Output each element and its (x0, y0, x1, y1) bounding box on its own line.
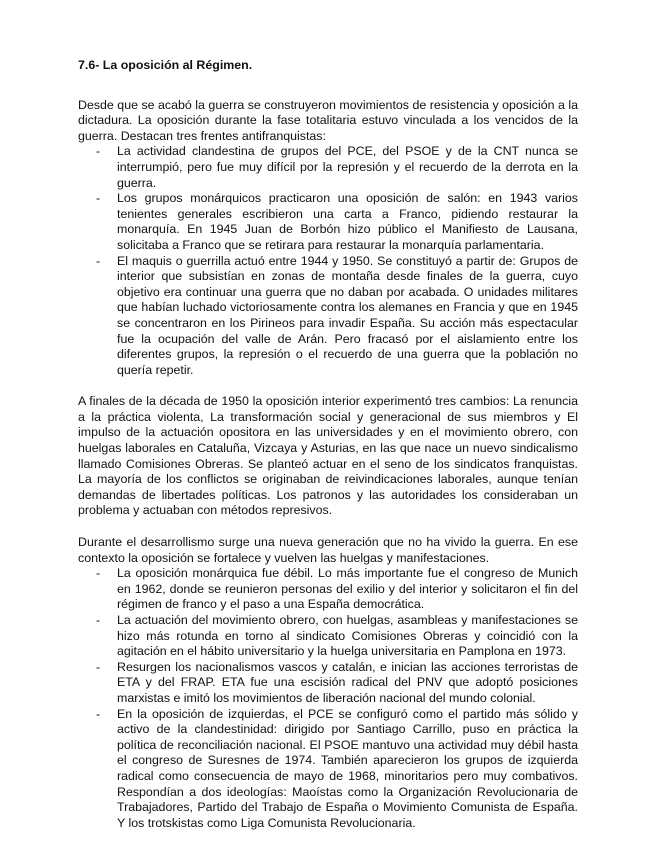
list-item-text: La actividad clandestina de grupos del PCE, del PSOE y de la CNT nunca se interrumpió, pero fue muy difícil por la represión y el recuerdo de la derrota en la guerra. (117, 144, 578, 190)
intro-paragraph: Desde que se acabó la guerra se construyeron movimientos de resistencia y oposición a la dictadura. La oposición durante la fase totalitaria estuvo vinculada a los vencidos de la guerra. Destacan tres frentes antifranquistas: (78, 97, 578, 143)
list-item (78, 613, 578, 660)
section-title: 7.6- La oposición al Régimen. (78, 58, 253, 72)
bullet-dash: - (96, 253, 101, 268)
bullet-dash: - (96, 706, 101, 721)
list-item-text: En la oposición de izquierdas, el PCE se configuró como el partido más sólido y activo de la clandestinidad: dirigido por Santiago Carrillo, puso en práctica la política de reconciliación nacional. El PSOE mantuvo una actividad muy débil hasta el congreso de Suresnes de 1974. También aparecieron los grupos de izquierda radical como consecuencia de mayo de 1968, minoritarios pero muy combativos. Respondían a dos ideologías: Maoístas como la Organización Revolucionaria de Trabajadores, Partido del Trabajo de España o Movimiento Comunista de España. Y los trotskistas como Liga Comunista Revolucionaria. (117, 706, 578, 830)
bullet-dash: - (96, 144, 101, 159)
bullet-dash: - (96, 613, 101, 627)
desarrollismo-section (78, 535, 578, 831)
list-item-text: La actuación del movimiento obrero, con huelgas, asambleas y manifestaciones se hizo más rotunda en torno al sindicato Comisiones Obreras y coincidió con la agitación en el hábito universitario y la huelga universitaria en Pamplona en 1973. (117, 613, 578, 659)
list-item (78, 191, 578, 253)
list-item-text: Resurgen los nacionalismos vascos y catalán, e inician las acciones terroristas de ETA y del FRAP. ETA fue una escisión radical del PNV que adoptó posiciones marxistas e imitó los movimientos de liberación nacional del mundo colonial. (117, 659, 578, 705)
fronts-list (78, 144, 578, 378)
bullet-dash: - (96, 659, 101, 674)
changes-1950-section (78, 394, 578, 519)
bullet-dash: - (96, 566, 101, 581)
list-item (78, 254, 578, 379)
list-item (78, 660, 578, 707)
list-item-text: La oposición monárquica fue débil. Lo más importante fue el congreso de Munich en 1962, donde se reunieron personas del exilio y del interior y solicitaron el fin del régimen de franco y el paso a una España democrática. (117, 566, 578, 612)
list-item-text: Los grupos monárquicos practicaron una oposición de salón: en 1943 varios tenientes generales escribieron una carta a Franco, pidiendo restaurar la monarquía. En 1945 Juan de Borbón hizo público el Manifiesto de Lausana, solicitaba a Franco que se retirara para restaurar la monarquía parlamentaria. (117, 191, 578, 252)
changes-1950-paragraph: A finales de la década de 1950 la oposición interior experimentó tres cambios: La renuncia a la práctica violenta, La transformación social y generacional de sus miembros y El impulso de la actuación opositora en las universidades y en el movimiento obrero, con huelgas laborales en Cataluña, Vizcaya y Asturias, en las que nace un nuevo sindicalismo llamado Comisiones Obreras. Se planteó actuar en el seno de los sindicatos franquistas. La mayoría de los conflictos se originaban de reivindicaciones laborales, aunque tenían demandas de libertades políticas. Los patronos y las autoridades los consideraban un problema y actuaban con métodos represivos. (78, 394, 578, 518)
list-item-text: El maquis o guerrilla actuó entre 1944 y 1950. Se constituyó a partir de: Grupos de interior que subsistían en zonas de montaña desde finales de la guerra, cuyo objetivo era continuar una guerra que no daban por acabada. O unidades militares que habían luchado victoriosamente contra los alemanes en Francia y que en 1945 se concentraron en los Pirineos para invadir España. Su acción más espectacular fue la ocupación del valle de Arán. Pero fracasó por el aislamiento entre los diferentes grupos, la represión o el recuerdo de una guerra que la población no quería repetir. (117, 253, 578, 377)
bullet-dash: - (96, 191, 101, 206)
document-page (78, 58, 578, 831)
list-item (78, 144, 578, 191)
intro-section (78, 98, 578, 379)
desarrollismo-paragraph: Durante el desarrollismo surge una nueva generación que no ha vivido la guerra. En ese contexto la oposición se fortalece y vuelven las huelgas y manifestaciones. (78, 535, 578, 565)
list-item (78, 707, 578, 832)
list-item (78, 566, 578, 613)
developments-list (78, 566, 578, 831)
